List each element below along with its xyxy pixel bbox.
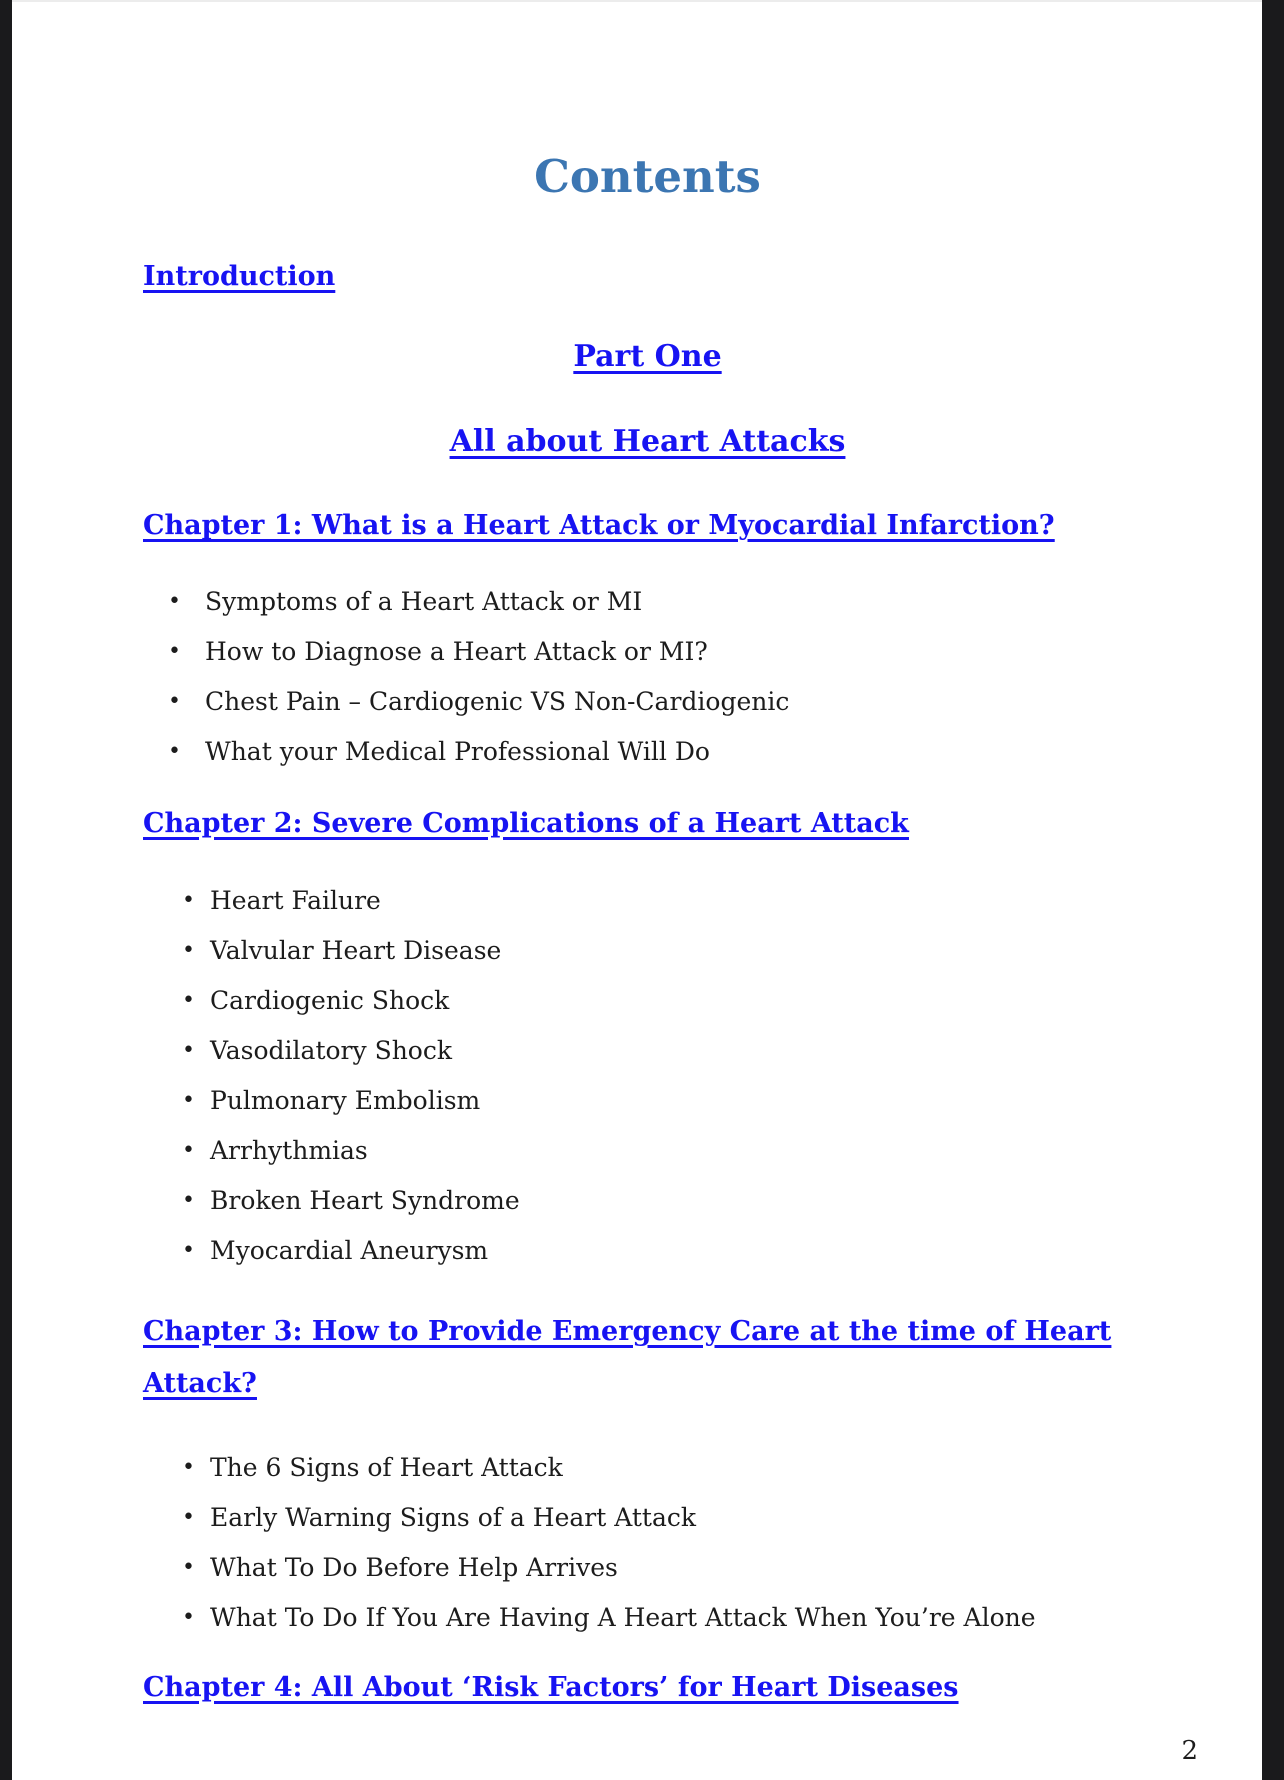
chapter-4-title: Chapter 4: All About ‘Risk Factors’ for Heart Diseases <box>143 1671 959 1703</box>
toc-bullet-item: • Myocardial Aneurysm <box>143 1226 1152 1276</box>
chapter-3-bullet-list <box>143 1443 1152 1643</box>
toc-bullet-item: • What your Medical Professional Will Do <box>143 727 1152 777</box>
toc-bullet-item: • How to Diagnose a Heart Attack or MI? <box>143 627 1152 677</box>
page-number: 2 <box>1181 1736 1198 1766</box>
toc-bullet-item: • Symptoms of a Heart Attack or MI <box>143 577 1152 627</box>
toc-content <box>12 2 1262 1707</box>
toc-bullet-item: • What To Do Before Help Arrives <box>143 1543 1152 1593</box>
link-chapter-2[interactable] <box>143 805 1152 843</box>
chapter-1-bullet-list <box>143 577 1152 777</box>
toc-bullet-item: • Valvular Heart Disease <box>143 926 1152 976</box>
link-chapter-3[interactable] <box>143 1306 1152 1410</box>
chapter-1-title: Chapter 1: What is a Heart Attack or Myocardial Infarction? <box>143 510 1055 542</box>
part-heading-row <box>143 337 1152 376</box>
chapter-3-title-line-1: Chapter 3: How to Provide Emergency Care at the time of Heart <box>143 1315 1112 1347</box>
part-subheading-row <box>143 422 1152 461</box>
toc-bullet-item: • Vasodilatory Shock <box>143 1026 1152 1076</box>
page-title: Contents <box>534 150 761 203</box>
toc-bullet-item: • The 6 Signs of Heart Attack <box>143 1443 1152 1493</box>
chapter-3-section <box>143 1306 1152 1643</box>
toc-bullet-item: • Heart Failure <box>143 876 1152 926</box>
document-page <box>12 0 1262 1780</box>
toc-bullet-item: • Chest Pain – Cardiogenic VS Non-Cardiogenic <box>143 677 1152 727</box>
toc-bullet-item: • Cardiogenic Shock <box>143 976 1152 1026</box>
intro-row <box>143 258 1152 296</box>
toc-bullet-item: • What To Do If You Are Having A Heart Attack When You’re Alone <box>143 1593 1152 1643</box>
link-chapter-1[interactable] <box>143 507 1152 545</box>
chapter-2-section <box>143 805 1152 1276</box>
toc-bullet-item: • Broken Heart Syndrome <box>143 1176 1152 1226</box>
chapter-2-bullet-list <box>143 876 1152 1276</box>
link-all-about-heart-attacks[interactable]: All about Heart Attacks <box>449 424 846 460</box>
link-introduction[interactable]: Introduction <box>143 260 336 292</box>
toc-bullet-item: • Pulmonary Embolism <box>143 1076 1152 1126</box>
toc-bullet-item: • Early Warning Signs of a Heart Attack <box>143 1493 1152 1543</box>
chapter-4-section <box>143 1669 1152 1707</box>
chapter-2-title: Chapter 2: Severe Complications of a Heart Attack <box>143 808 909 840</box>
link-part-one[interactable]: Part One <box>573 339 722 375</box>
chapter-3-title-line-2: Attack? <box>143 1367 257 1399</box>
link-chapter-4[interactable] <box>143 1669 1152 1707</box>
chapter-1-section <box>143 507 1152 777</box>
toc-bullet-item: • Arrhythmias <box>143 1126 1152 1176</box>
